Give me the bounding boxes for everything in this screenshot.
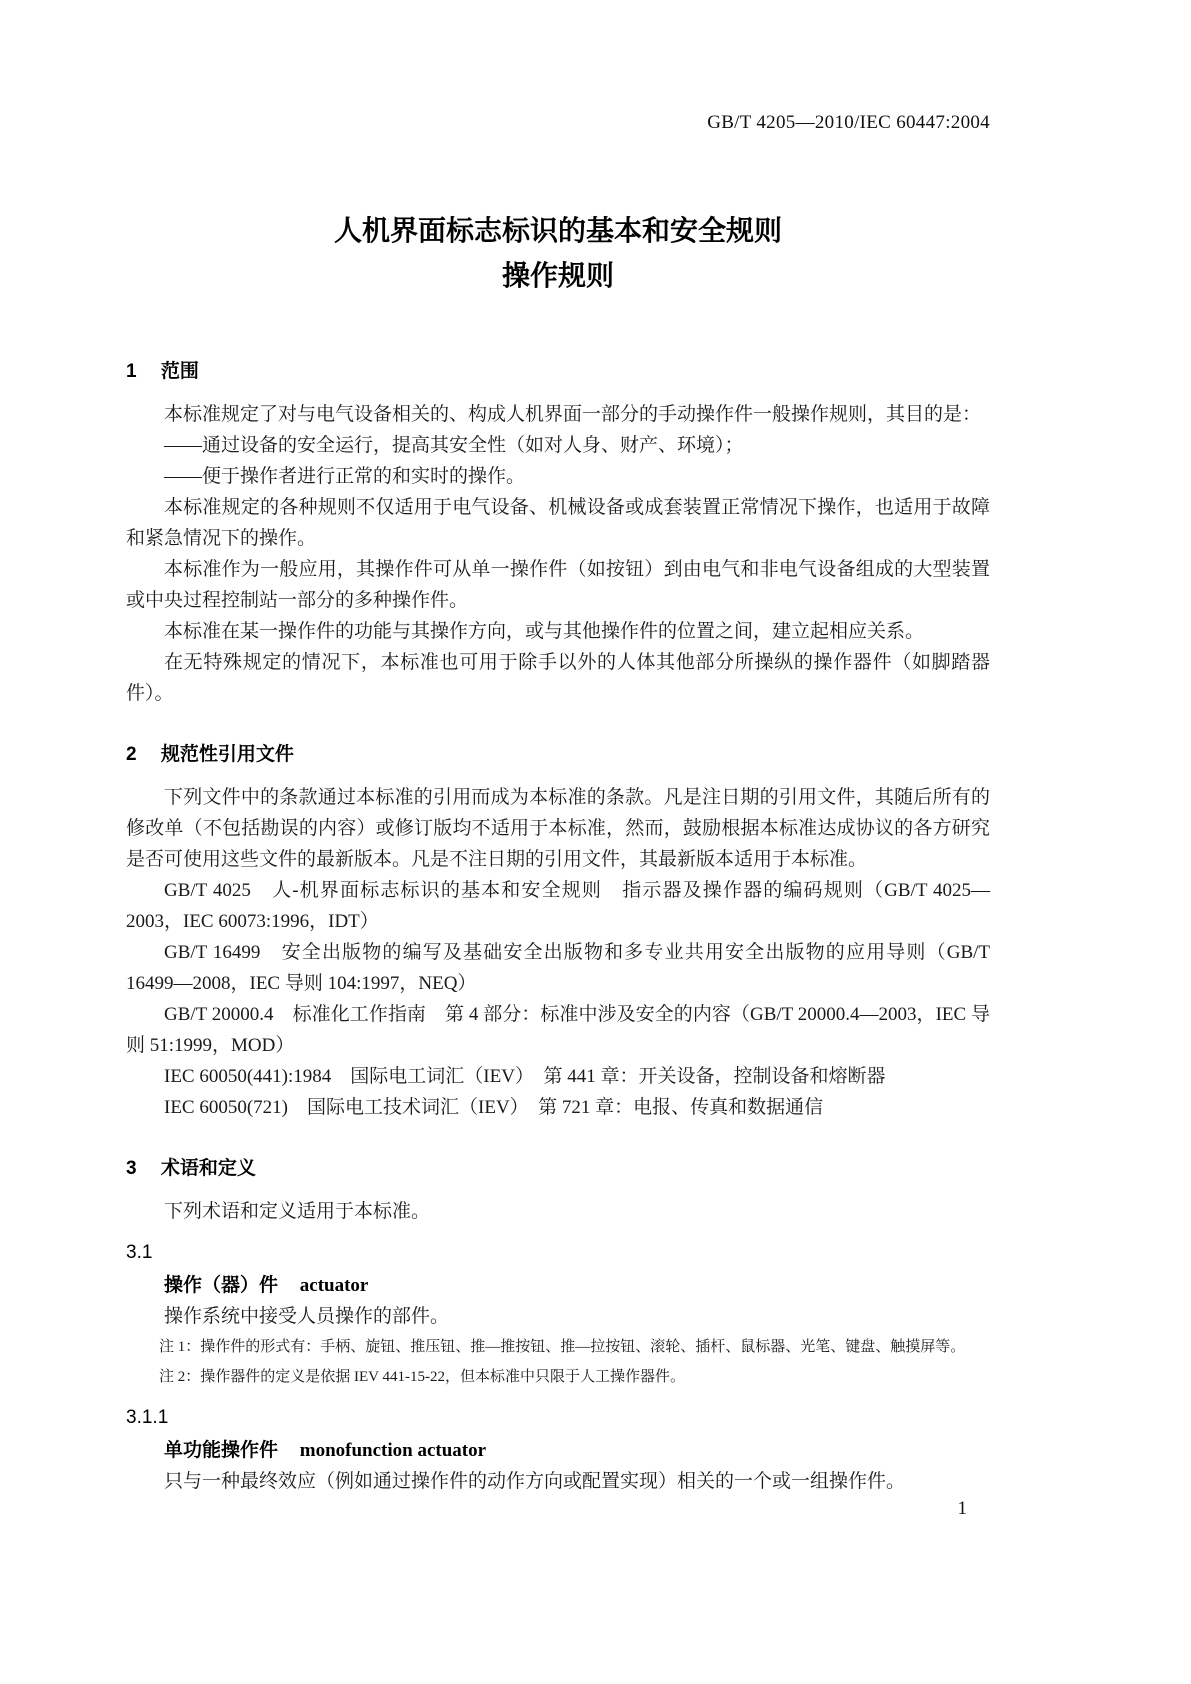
section-2-title: 规范性引用文件 bbox=[160, 744, 294, 765]
term-definition: 操作系统中接受人员操作的部件。 bbox=[164, 1306, 450, 1327]
clause-number-3-1-1: 3.1.1 bbox=[126, 1407, 169, 1428]
section-2-heading bbox=[126, 739, 990, 770]
section-1-number: 1 bbox=[126, 361, 137, 382]
section-2-number: 2 bbox=[126, 744, 137, 765]
doc-standard-number: GB/T 4205—2010/IEC 60447:2004 bbox=[707, 112, 990, 133]
section-1-paragraph: 本标准在某一操作件的功能与其操作方向，或与其他操作件的位置之间，建立起相应关系。 bbox=[164, 621, 925, 642]
clause-number-3-1: 3.1 bbox=[126, 1242, 153, 1263]
section-2-paragraph: 下列文件中的条款通过本标准的引用而成为本标准的条款。凡是注日期的引用文件，其随后所有的修改单（不包括勘误的内容）或修订版均不适用于本标准，然而，鼓励根据本标准达成协议的各方研究是否可使用这些文件的最新版本。凡是不注日期的引用文件，其最新版本适用于本标准。 bbox=[126, 787, 990, 870]
section-3-heading bbox=[126, 1153, 990, 1184]
section-3-number: 3 bbox=[126, 1158, 137, 1179]
term-entry bbox=[126, 1270, 990, 1301]
document-title bbox=[126, 208, 990, 298]
normative-reference: IEC 60050(441):1984 国际电工词汇（IEV） 第 441 章：开关设备，控制设备和熔断器 bbox=[164, 1066, 886, 1087]
normative-reference: IEC 60050(721) 国际电工技术词汇（IEV） 第 721 章：电报、传真和数据通信 bbox=[164, 1097, 824, 1118]
section-1-paragraph: 本标准作为一般应用，其操作件可从单一操作件（如按钮）到由电气和非电气设备组成的大型装置或中央过程控制站一部分的多种操作件。 bbox=[126, 559, 990, 611]
document-title-line-2: 操作规则 bbox=[501, 260, 614, 291]
normative-reference: GB/T 16499 安全出版物的编写及基础安全出版物和多专业共用安全出版物的应用导则（GB/T 16499—2008，IEC 导则 104:1997，NEQ） bbox=[126, 942, 990, 994]
normative-reference: GB/T 4025 人-机界面标志标识的基本和安全规则 指示器及操作器的编码规则（GB/T 4025—2003，IEC 60073:1996，IDT） bbox=[126, 880, 990, 932]
term-note: 注 2：操作器件的定义是依据 IEV 441-15-22，但本标准中只限于人工操作器件。 bbox=[159, 1369, 685, 1385]
term-chinese: 操作（器）件 bbox=[164, 1275, 279, 1296]
section-1-paragraph: 在无特殊规定的情况下，本标准也可用于除手以外的人体其他部分所操纵的操作器件（如脚踏器件）。 bbox=[126, 652, 990, 704]
page-number: 1 bbox=[957, 1498, 967, 1519]
term-entry bbox=[126, 1435, 990, 1466]
section-1-dash-item: ——便于操作者进行正常的和实时的操作。 bbox=[164, 466, 526, 487]
term-english: monofunction actuator bbox=[299, 1440, 487, 1461]
section-1-heading bbox=[126, 356, 990, 387]
term-definition: 只与一种最终效应（例如通过操作件的动作方向或配置实现）相关的一个或一组操作件。 bbox=[164, 1471, 906, 1492]
section-1-title: 范围 bbox=[160, 361, 199, 382]
section-3-title: 术语和定义 bbox=[160, 1158, 256, 1179]
section-1-paragraph: 本标准规定了对与电气设备相关的、构成人机界面一部分的手动操作件一般操作规则，其目的是： bbox=[164, 404, 982, 425]
section-1-dash-item: ——通过设备的安全运行，提高其安全性（如对人身、财产、环境）； bbox=[164, 435, 744, 456]
document-title-line-1: 人机界面标志标识的基本和安全规则 bbox=[333, 215, 782, 246]
section-1-paragraph: 本标准规定的各种规则不仅适用于电气设备、机械设备或成套装置正常情况下操作，也适用于故障和紧急情况下的操作。 bbox=[126, 497, 990, 549]
term-note: 注 1：操作件的形式有：手柄、旋钮、推压钮、推—推按钮、推—拉按钮、滚轮、插杆、鼠标器、光笔、键盘、触摸屏等。 bbox=[159, 1339, 966, 1355]
term-chinese: 单功能操作件 bbox=[164, 1440, 279, 1461]
normative-reference: GB/T 20000.4 标准化工作指南 第 4 部分：标准中涉及安全的内容（GB/T 20000.4—2003，IEC 导则 51:1999，MOD） bbox=[126, 1004, 990, 1056]
term-english: actuator bbox=[299, 1275, 369, 1296]
section-3-intro: 下列术语和定义适用于本标准。 bbox=[164, 1201, 431, 1222]
